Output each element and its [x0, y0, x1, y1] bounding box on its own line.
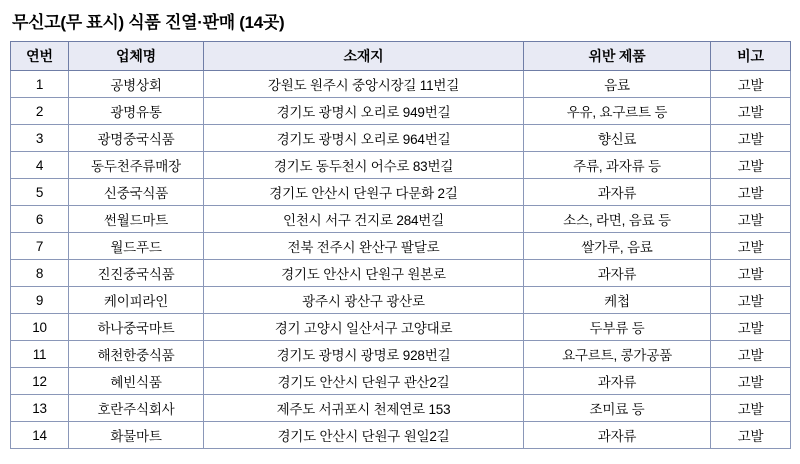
cell-product: 우유, 요구르트 등 [524, 98, 711, 125]
cell-product: 소스, 라면, 음료 등 [524, 206, 711, 233]
cell-note: 고발 [711, 98, 791, 125]
cell-no: 2 [11, 98, 69, 125]
cell-product: 주류, 과자류 등 [524, 152, 711, 179]
cell-company: 월드푸드 [69, 233, 204, 260]
cell-note: 고발 [711, 206, 791, 233]
table-row [11, 260, 791, 287]
table-body [11, 71, 791, 449]
cell-company: 케이피라인 [69, 287, 204, 314]
cell-company: 공병상회 [69, 71, 204, 98]
cell-product: 과자류 [524, 179, 711, 206]
cell-no: 10 [11, 314, 69, 341]
cell-no: 13 [11, 395, 69, 422]
table-row [11, 125, 791, 152]
table-row [11, 233, 791, 260]
table-row [11, 368, 791, 395]
cell-address: 인천시 서구 건지로 284번길 [204, 206, 524, 233]
cell-company: 해천한중식품 [69, 341, 204, 368]
table-row [11, 152, 791, 179]
cell-note: 고발 [711, 395, 791, 422]
table-row [11, 71, 791, 98]
cell-no: 8 [11, 260, 69, 287]
cell-no: 4 [11, 152, 69, 179]
cell-company: 광명중국식품 [69, 125, 204, 152]
cell-product: 과자류 [524, 422, 711, 449]
cell-address: 경기도 동두천시 어수로 83번길 [204, 152, 524, 179]
cell-no: 1 [11, 71, 69, 98]
column-header-company: 업체명 [69, 42, 204, 71]
cell-company: 하나중국마트 [69, 314, 204, 341]
cell-product: 두부류 등 [524, 314, 711, 341]
cell-product: 조미료 등 [524, 395, 711, 422]
cell-note: 고발 [711, 179, 791, 206]
column-header-note: 비고 [711, 42, 791, 71]
cell-address: 경기도 안산시 단원구 관산2길 [204, 368, 524, 395]
cell-address: 제주도 서귀포시 천제연로 153 [204, 395, 524, 422]
violations-table [10, 41, 791, 449]
cell-address: 광주시 광산구 광산로 [204, 287, 524, 314]
cell-no: 12 [11, 368, 69, 395]
cell-no: 11 [11, 341, 69, 368]
cell-address: 강원도 원주시 중앙시장길 11번길 [204, 71, 524, 98]
table-header [11, 42, 791, 71]
page-title: 무신고(무 표시) 식품 진열·판매 (14곳) [12, 13, 285, 32]
cell-company: 진진중국식품 [69, 260, 204, 287]
cell-company: 광명유통 [69, 98, 204, 125]
cell-note: 고발 [711, 71, 791, 98]
cell-note: 고발 [711, 125, 791, 152]
table-row [11, 179, 791, 206]
table-header-row [11, 42, 791, 71]
cell-company: 신중국식품 [69, 179, 204, 206]
cell-company: 호란주식회사 [69, 395, 204, 422]
table-row [11, 98, 791, 125]
cell-no: 3 [11, 125, 69, 152]
cell-product: 과자류 [524, 368, 711, 395]
cell-note: 고발 [711, 314, 791, 341]
column-header-address: 소재지 [204, 42, 524, 71]
cell-note: 고발 [711, 422, 791, 449]
cell-no: 6 [11, 206, 69, 233]
cell-address: 경기도 안산시 단원구 원본로 [204, 260, 524, 287]
cell-address: 경기도 안산시 단원구 원일2길 [204, 422, 524, 449]
cell-product: 요구르트, 콩가공품 [524, 341, 711, 368]
cell-company: 화물마트 [69, 422, 204, 449]
table-row [11, 341, 791, 368]
table-row [11, 287, 791, 314]
cell-address: 경기도 광명시 광명로 928번길 [204, 341, 524, 368]
cell-company: 혜빈식품 [69, 368, 204, 395]
cell-address: 경기도 광명시 오리로 949번길 [204, 98, 524, 125]
cell-product: 쌀가루, 음료 [524, 233, 711, 260]
cell-product: 케첩 [524, 287, 711, 314]
column-header-product: 위반 제품 [524, 42, 711, 71]
cell-no: 5 [11, 179, 69, 206]
table-row [11, 395, 791, 422]
cell-address: 경기도 안산시 단원구 다문화 2길 [204, 179, 524, 206]
column-header-no: 연번 [11, 42, 69, 71]
cell-address: 전북 전주시 완산구 팔달로 [204, 233, 524, 260]
table-row [11, 422, 791, 449]
cell-note: 고발 [711, 233, 791, 260]
table-row [11, 206, 791, 233]
cell-note: 고발 [711, 152, 791, 179]
cell-product: 음료 [524, 71, 711, 98]
cell-note: 고발 [711, 260, 791, 287]
cell-company: 썬월드마트 [69, 206, 204, 233]
cell-note: 고발 [711, 341, 791, 368]
cell-product: 과자류 [524, 260, 711, 287]
cell-address: 경기도 광명시 오리로 964번길 [204, 125, 524, 152]
cell-note: 고발 [711, 287, 791, 314]
cell-no: 7 [11, 233, 69, 260]
cell-no: 9 [11, 287, 69, 314]
cell-no: 14 [11, 422, 69, 449]
cell-address: 경기 고양시 일산서구 고양대로 [204, 314, 524, 341]
cell-product: 향신료 [524, 125, 711, 152]
cell-note: 고발 [711, 368, 791, 395]
table-row [11, 314, 791, 341]
cell-company: 동두천주류매장 [69, 152, 204, 179]
